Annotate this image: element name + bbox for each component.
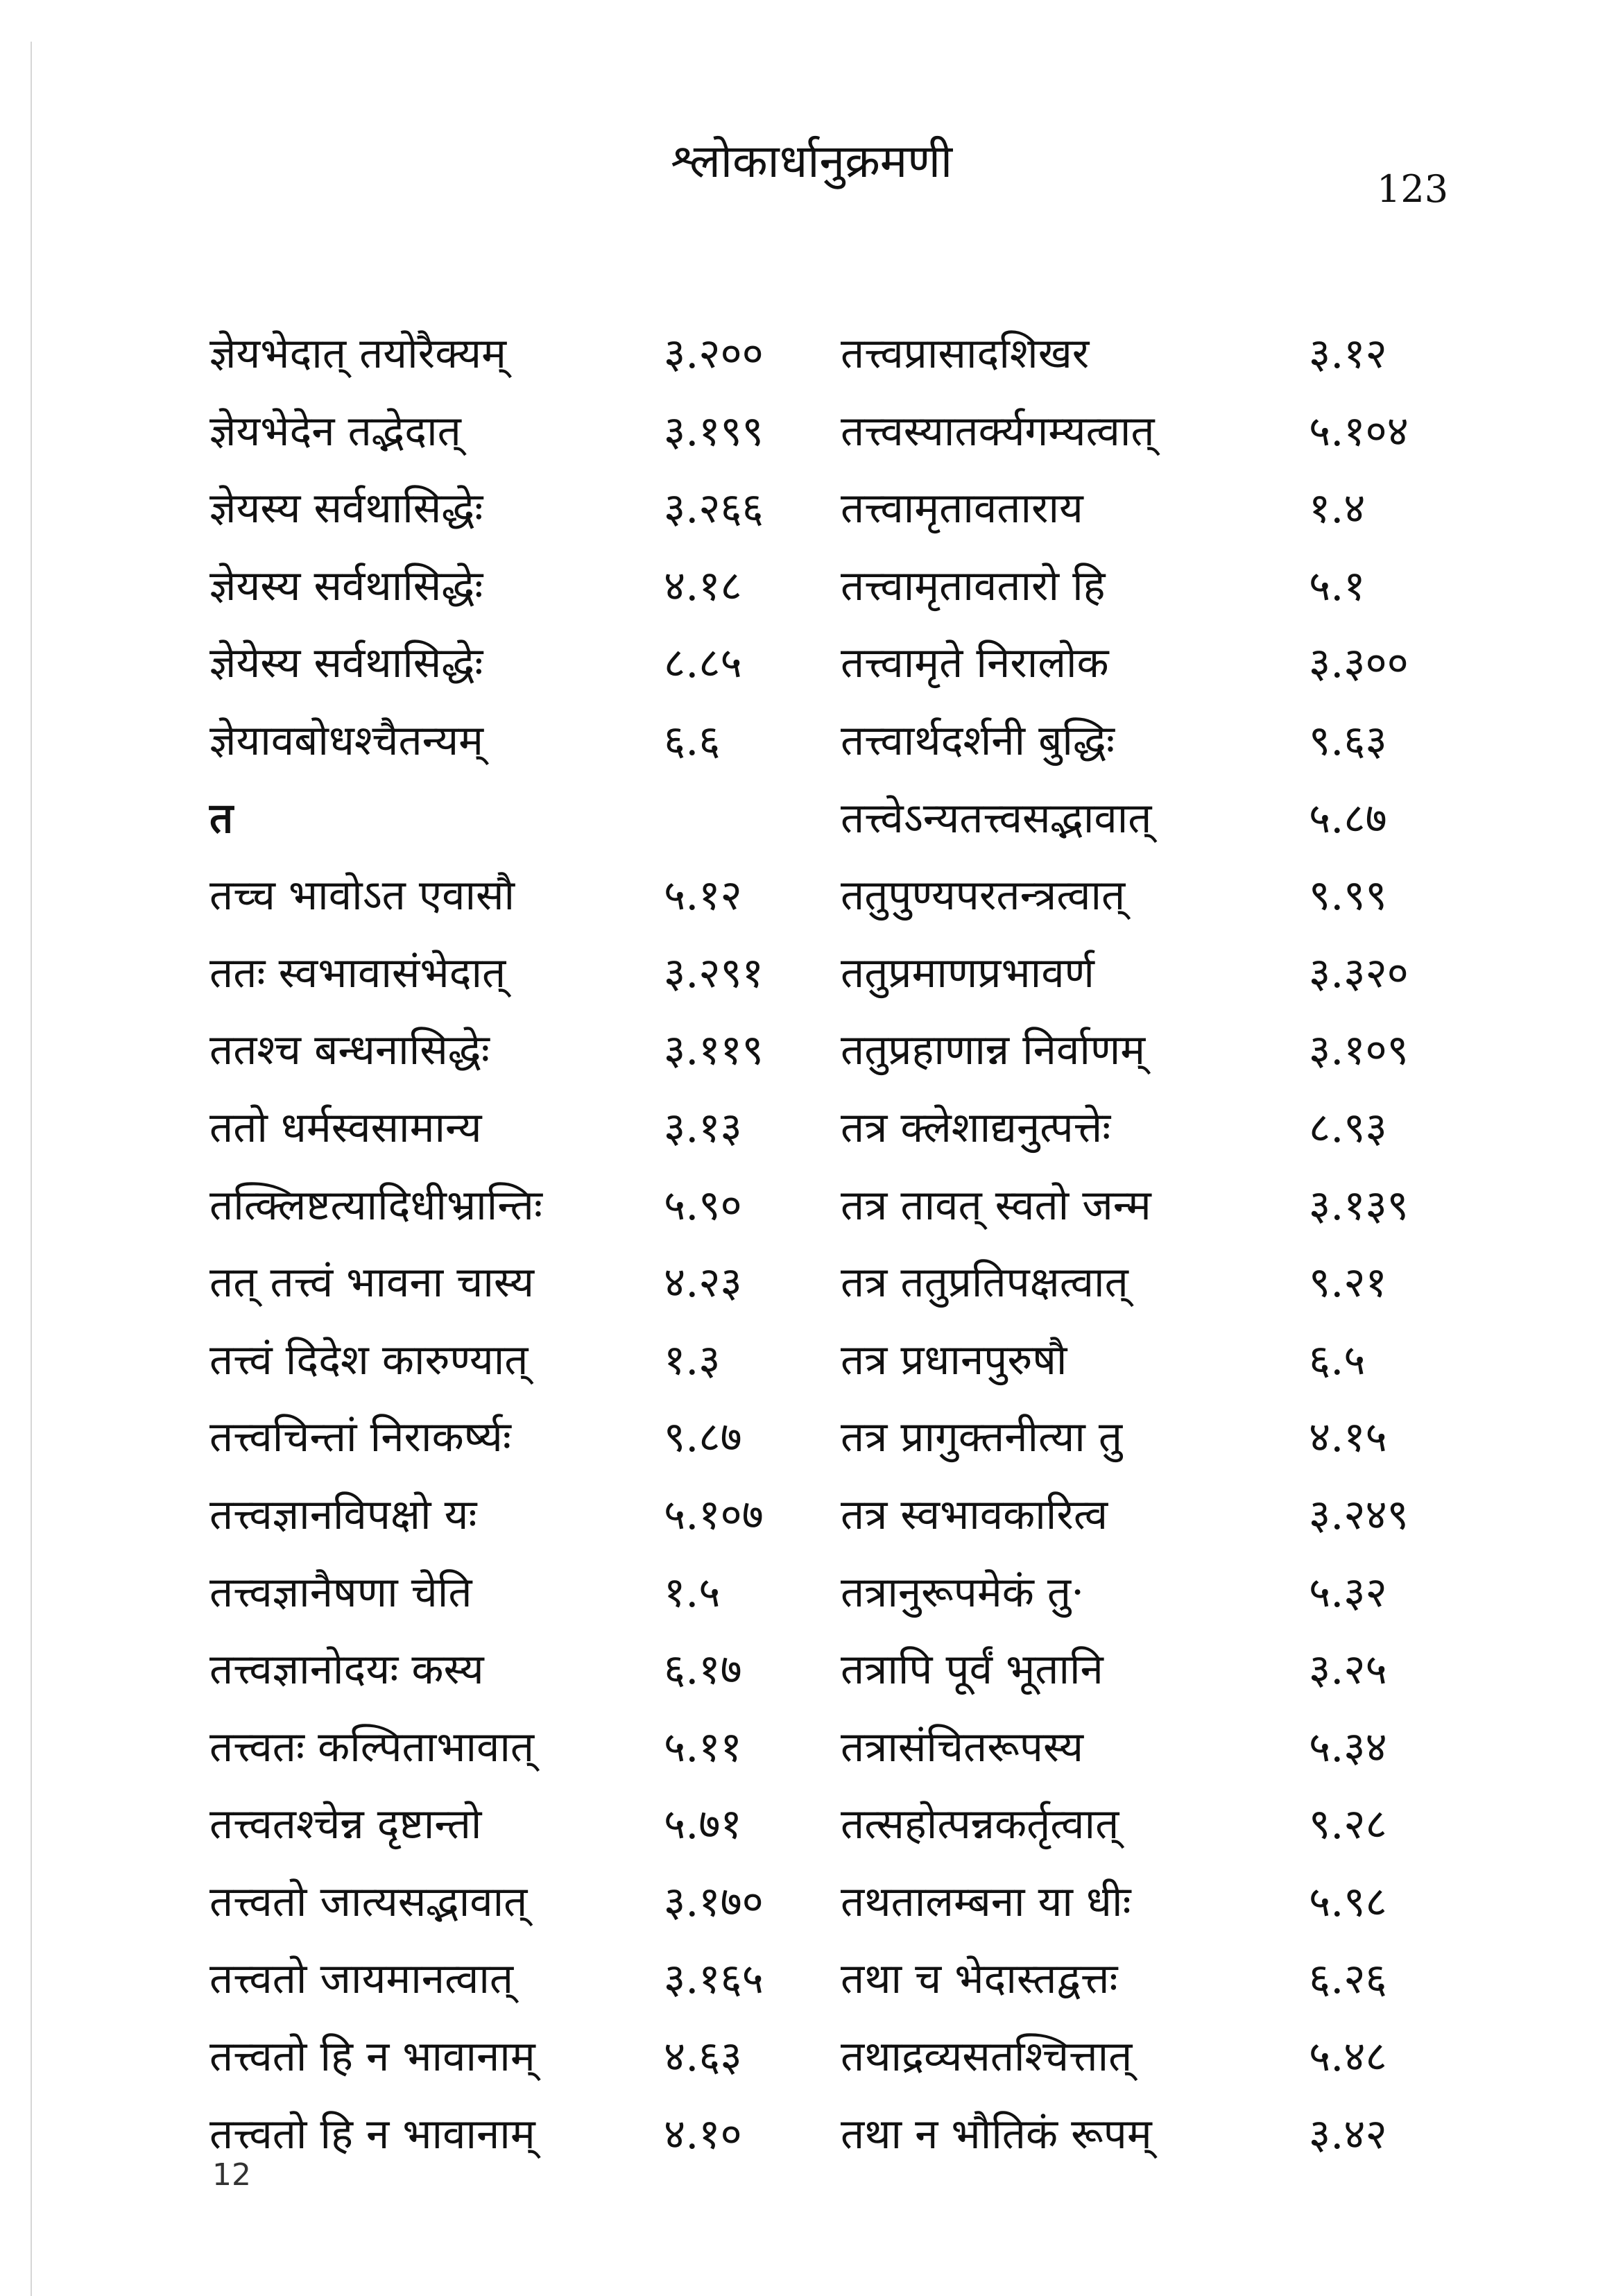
right-entry: तत्र क्लेशाद्यनुत्पत्तेः [841,1103,1111,1152]
right-reference: ९.६३ [1309,716,1387,765]
index-row [209,625,1500,703]
left-entry: तत्त्वं दिदेश कारुण्यात् [209,1335,529,1385]
left-reference: ३.२९१ [664,948,764,997]
index-row [209,2019,1500,2096]
left-entry: ज्ञेयावबोधश्चैतन्यम् [209,716,484,765]
index-row [209,1941,1500,2019]
right-reference: ३.१२ [1309,329,1387,378]
left-entry: ज्ञेयभेदेन तद्भेदात् [209,406,461,456]
left-reference: ४.६३ [664,2032,742,2082]
right-entry: तथा न भौतिकं रूपम् [841,2109,1152,2159]
right-reference: ५.१०४ [1309,406,1409,456]
right-entry: ततुप्रहाणान्न निर्वाणम् [841,1026,1146,1075]
left-entry: तत्त्वज्ञानोदयः कस्य [209,1645,484,1695]
right-reference: ९.२८ [1309,1800,1387,1849]
right-entry: तत्त्वामृते निरालोक [841,639,1109,688]
right-entry: तत्त्वस्यातर्क्यगम्यत्वात् [841,406,1155,456]
right-entry: तत्त्वामृतावतारो हि [841,561,1106,610]
left-reference: ६.१७ [664,1645,742,1695]
left-reference: ४.१० [664,2109,742,2159]
page-title: श्लोकार्धानुक्रमणी [670,135,953,188]
left-entry: ज्ञेयेस्य सर्वथासिद्धेः [209,639,483,688]
signature-mark: 12 [212,2157,251,2193]
right-entry: तत्र स्वभावकारित्व [841,1490,1108,1539]
right-entry: ततुप्रमाणप्रभावर्ण [841,948,1094,997]
right-entry: तथतालम्बना या धीः [841,1877,1131,1926]
left-entry: तत्त्वचिन्तां निराकर्ष्यः [209,1413,511,1462]
right-entry: ततुपुण्यपरतन्त्रत्वात् [841,871,1126,920]
right-entry: तत्त्वप्रासादशिखर [841,329,1090,378]
right-entry: तत्सहोत्पन्नकर्तृत्वात् [841,1800,1119,1849]
left-reference: ५.७१ [664,1800,742,1849]
index-row [209,1554,1500,1632]
left-entry: ज्ञेयस्य सर्वथासिद्धेः [209,484,483,533]
left-reference: ३.१६५ [664,1955,764,2004]
page-number: 123 [1377,167,1449,211]
left-entry: तत्त्वतो जात्यसद्भावात् [209,1877,528,1926]
left-entry: तत्त्वतो जायमानत्वात् [209,1955,514,2004]
index-row [209,780,1500,858]
page-binding-edge [31,42,32,2296]
index-row [209,1167,1500,1245]
left-reference: ९.८७ [664,1413,742,1462]
left-entry: तत्त्वतः कल्पिताभावात् [209,1722,535,1772]
left-reference: ३.१३ [664,1103,742,1152]
index-row [209,1864,1500,1942]
left-entry: तत्त्वतो हि न भावानाम् [209,2032,535,2082]
right-reference: ५.३२ [1309,1568,1387,1617]
left-entry: तत्त्वतश्चेन्न दृष्टान्तो [209,1800,482,1849]
right-reference: ३.१३९ [1309,1181,1409,1230]
index-row [209,2096,1500,2174]
index-row [209,548,1500,626]
left-reference: ३.२६६ [664,484,764,533]
right-entry: तत्त्वामृतावताराय [841,484,1083,533]
right-reference: ६.५ [1309,1335,1366,1385]
right-entry: तत्र तावत् स्वतो जन्म [841,1181,1151,1230]
index-row [209,703,1500,780]
right-reference: ३.१०९ [1309,1026,1409,1075]
left-reference: ८.८५ [664,639,742,688]
left-reference: ५.९० [664,1181,742,1230]
left-entry: तत् तत्त्वं भावना चास्य [209,1258,535,1308]
left-reference: ६.६ [664,716,721,765]
index-row [209,1709,1500,1787]
right-reference: ५.९८ [1309,1877,1387,1926]
right-entry: तत्रानुरूपमेकं तु· [841,1568,1085,1617]
right-reference: १.४ [1309,484,1366,533]
right-reference: ६.२६ [1309,1955,1387,2004]
section-heading-letter: त [209,794,234,843]
left-reference: ४.१८ [664,561,742,610]
right-reference: ८.९३ [1309,1103,1387,1152]
left-reference: ५.१२ [664,871,742,920]
index-row [209,1090,1500,1167]
index-row [209,1012,1500,1090]
left-entry: तत्त्वज्ञानैषणा चेति [209,1568,472,1617]
left-entry: ज्ञेयस्य सर्वथासिद्धेः [209,561,483,610]
left-reference: ३.२०० [664,329,764,378]
left-reference: ५.११ [664,1722,742,1772]
left-entry: तत्त्वतो हि न भावानाम् [209,2109,535,2159]
right-entry: तत्र ततुप्रतिपक्षत्वात् [841,1258,1128,1308]
index-row [209,470,1500,548]
right-reference: ३.३२० [1309,948,1409,997]
left-entry: तत्त्वज्ञानविपक्षो यः [209,1490,477,1539]
left-reference: ५.१०७ [664,1490,764,1539]
left-reference: ३.११९ [664,1026,764,1075]
right-entry: तत्रासंचितरूपस्य [841,1722,1084,1772]
right-entry: तत्त्वेऽन्यतत्त्वसद्भावात् [841,794,1152,843]
right-reference: ५.३४ [1309,1722,1387,1772]
left-entry: तत्क्लिष्टत्यादिधीभ्रान्तिः [209,1181,542,1230]
right-reference: ५.१ [1309,561,1366,610]
index-row [209,935,1500,1013]
index-row [209,1322,1500,1400]
left-entry: ततः स्वभावासंभेदात् [209,948,506,997]
index-row [209,1786,1500,1864]
right-reference: ९.२१ [1309,1258,1387,1308]
right-entry: तत्रापि पूर्वं भूतानि [841,1645,1104,1695]
left-entry: ततो धर्मस्वसामान्य [209,1103,482,1152]
right-reference: ३.२४९ [1309,1490,1409,1539]
right-entry: तत्त्वार्थदर्शनी बुद्धिः [841,716,1115,765]
index-row [209,1244,1500,1322]
index-row [209,1399,1500,1477]
right-reference: ४.१५ [1309,1413,1387,1462]
right-entry: तथाद्रव्यसतश्चित्तात् [841,2032,1133,2082]
right-reference: ९.९९ [1309,871,1387,920]
index-row [209,857,1500,935]
left-reference: ३.१७० [664,1877,764,1926]
right-reference: ३.२५ [1309,1645,1387,1695]
right-entry: तत्र प्रागुक्तनीत्या तु [841,1413,1123,1462]
left-entry: तच्च भावोऽत एवासौ [209,871,515,920]
right-entry: तत्र प्रधानपुरुषौ [841,1335,1067,1385]
index-row [209,1477,1500,1554]
left-entry: ततश्च बन्धनासिद्धेः [209,1026,490,1075]
right-reference: ३.४२ [1309,2109,1387,2159]
verse-index-table [209,316,1500,2173]
index-row [209,1631,1500,1709]
right-reference: ३.३०० [1309,639,1409,688]
right-entry: तथा च भेदास्तद्वत्तः [841,1955,1118,2004]
right-reference: ५.८७ [1309,794,1387,843]
left-entry: ज्ञेयभेदात् तयोरैक्यम् [209,329,506,378]
left-reference: ३.१९९ [664,406,764,456]
left-reference: १.५ [664,1568,721,1617]
left-reference: १.३ [664,1335,721,1385]
right-reference: ५.४८ [1309,2032,1387,2082]
index-row [209,393,1500,471]
left-reference: ४.२३ [664,1258,742,1308]
index-row [209,316,1500,393]
